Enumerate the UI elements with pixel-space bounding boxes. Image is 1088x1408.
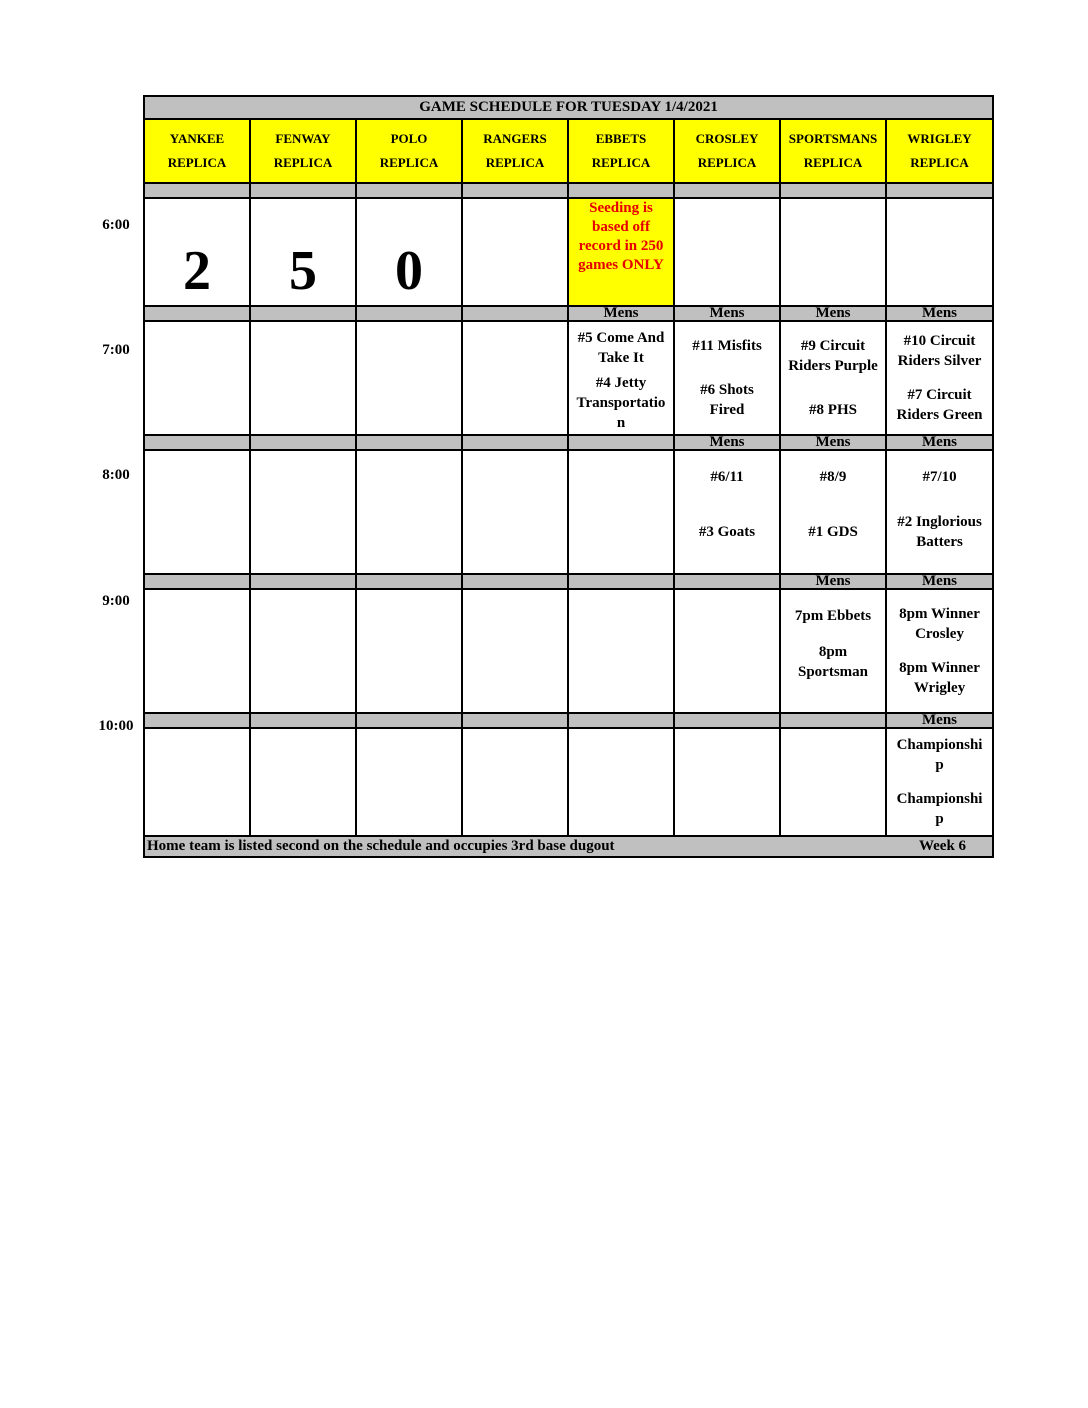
division-label: Mens: [674, 435, 780, 450]
slot-cell: [780, 728, 886, 836]
slot-cell: [250, 198, 356, 306]
team-line: p: [935, 757, 944, 773]
field-name: FENWAY: [275, 131, 331, 146]
team-line: #6/11: [710, 469, 744, 485]
game-cell: [780, 589, 886, 713]
team-line: #8/9: [819, 469, 847, 485]
slot-cell: [144, 589, 250, 713]
slot-cell: [674, 728, 780, 836]
field-header: [568, 119, 674, 183]
slot-cell: [144, 450, 250, 574]
team-line: Riders Green: [896, 407, 983, 423]
schedule-title: GAME SCHEDULE FOR TUESDAY 1/4/2021: [144, 96, 993, 119]
slot-cell: [780, 198, 886, 306]
slot-cell: [356, 321, 462, 435]
team-line: #8 PHS: [809, 402, 857, 418]
slot-cell: [462, 728, 568, 836]
game-cell: [886, 450, 993, 574]
team-line: #3 Goats: [698, 524, 756, 540]
big-digit: 5: [289, 240, 317, 302]
team-line: #4 Jetty: [595, 375, 647, 391]
field-header: [250, 119, 356, 183]
team-line: Championshi: [896, 791, 983, 807]
slot-cell: [250, 450, 356, 574]
division-label: Mens: [780, 306, 886, 321]
team-line: Championshi: [896, 737, 983, 753]
slot-cell: [462, 450, 568, 574]
division-label: Mens: [886, 713, 993, 728]
time-label-10: 10:00: [98, 718, 134, 734]
team-line: Take It: [598, 350, 644, 366]
team-line: #7/10: [922, 469, 957, 485]
time-label-8: 8:00: [102, 467, 130, 483]
field-name: WRIGLEY: [907, 131, 972, 146]
big-digit: 0: [395, 240, 423, 302]
slot-cell: [356, 198, 462, 306]
slot-row-6: [144, 198, 993, 306]
field-header: [144, 119, 250, 183]
game-cell: [674, 321, 780, 435]
game-cell: [780, 321, 886, 435]
team-line: 8pm Winner: [899, 660, 980, 676]
slot-row-10: [144, 728, 993, 836]
slot-cell: [250, 589, 356, 713]
slot-cell: [144, 728, 250, 836]
team-line: 8pm Winner: [899, 606, 980, 622]
slot-cell: [144, 198, 250, 306]
slot-cell: [144, 321, 250, 435]
note-line: based off: [592, 219, 650, 235]
division-label: Mens: [886, 574, 993, 589]
footer-note: Home team is listed second on the schedule and occupies 3rd base dugout: [147, 838, 615, 854]
game-cell: [780, 450, 886, 574]
division-label: Mens: [886, 435, 993, 450]
time-label-9: 9:00: [102, 593, 130, 609]
note-line: record in 250: [578, 238, 664, 254]
big-digit: 2: [183, 240, 211, 302]
division-label: Mens: [780, 435, 886, 450]
game-cell: [886, 589, 993, 713]
game-cell: [568, 321, 674, 435]
field-sub: REPLICA: [273, 155, 333, 170]
division-label: Mens: [780, 574, 886, 589]
field-header: [886, 119, 993, 183]
division-label: Mens: [568, 306, 674, 321]
slot-row-9: [144, 589, 993, 713]
note-line: games ONLY: [578, 257, 664, 273]
team-line: #11 Misfits: [692, 338, 762, 354]
team-line: 7pm Ebbets: [794, 608, 872, 624]
footer: [144, 836, 993, 857]
field-header: [462, 119, 568, 183]
team-line: Transportatio: [576, 395, 666, 411]
field-header: [780, 119, 886, 183]
division-label: Mens: [886, 306, 993, 321]
separator-row: [144, 713, 993, 728]
field-name: YANKEE: [169, 131, 225, 146]
team-line: #9 Circuit: [800, 338, 866, 354]
slot-cell: [674, 198, 780, 306]
seeding-note: [568, 198, 674, 306]
time-label-6: 6:00: [102, 217, 130, 233]
slot-cell: [356, 450, 462, 574]
team-line: 8pm: [818, 644, 848, 660]
separator-row: [144, 435, 993, 450]
team-line: Crosley: [915, 626, 964, 642]
team-line: #1 GDS: [808, 524, 858, 540]
field-name: SPORTSMANS: [788, 131, 878, 146]
slot-cell: [356, 728, 462, 836]
team-line: #2 Inglorious: [897, 514, 982, 530]
division-label: Mens: [674, 306, 780, 321]
field-header-row: [144, 119, 993, 183]
team-line: #10 Circuit: [903, 333, 976, 349]
field-name: RANGERS: [483, 131, 547, 146]
field-sub: REPLICA: [167, 155, 227, 170]
field-header: [674, 119, 780, 183]
slot-row-7: [144, 321, 993, 435]
footer-row: [144, 836, 993, 857]
field-sub: REPLICA: [485, 155, 545, 170]
team-line: Riders Silver: [897, 353, 982, 369]
slot-cell: [886, 198, 993, 306]
field-name: EBBETS: [595, 131, 647, 146]
slot-cell: [462, 198, 568, 306]
team-line: #6 Shots: [700, 382, 754, 398]
team-line: #7 Circuit: [907, 387, 972, 403]
slot-cell: [356, 589, 462, 713]
slot-cell: [568, 450, 674, 574]
game-cell: [886, 321, 993, 435]
team-line: Batters: [916, 534, 963, 550]
slot-cell: [674, 589, 780, 713]
field-sub: REPLICA: [591, 155, 651, 170]
slot-cell: [250, 728, 356, 836]
slot-cell: [462, 321, 568, 435]
team-line: Wrigley: [913, 680, 966, 696]
separator-row: [144, 183, 993, 198]
game-cell: [674, 450, 780, 574]
field-sub: REPLICA: [803, 155, 863, 170]
game-cell: [886, 728, 993, 836]
team-line: Fired: [709, 402, 745, 418]
slot-cell: [462, 589, 568, 713]
field-sub: REPLICA: [379, 155, 439, 170]
slot-cell: [568, 728, 674, 836]
slot-row-8: [144, 450, 993, 574]
separator-row: [144, 306, 993, 321]
field-name: POLO: [390, 131, 428, 146]
field-sub: REPLICA: [697, 155, 757, 170]
note-line: Seeding is: [589, 200, 653, 216]
footer-week: Week 6: [918, 838, 967, 854]
separator-row: [144, 574, 993, 589]
team-line: p: [935, 811, 944, 827]
field-sub: REPLICA: [910, 155, 969, 170]
team-line: Sportsman: [797, 664, 868, 680]
schedule-table: [143, 95, 994, 858]
team-line: n: [616, 415, 626, 431]
team-line: #5 Come And: [577, 330, 665, 346]
field-name: CROSLEY: [695, 131, 759, 146]
slot-cell: [250, 321, 356, 435]
team-line: Riders Purple: [788, 358, 878, 374]
time-label-7: 7:00: [102, 342, 130, 358]
slot-cell: [568, 589, 674, 713]
field-header: [356, 119, 462, 183]
